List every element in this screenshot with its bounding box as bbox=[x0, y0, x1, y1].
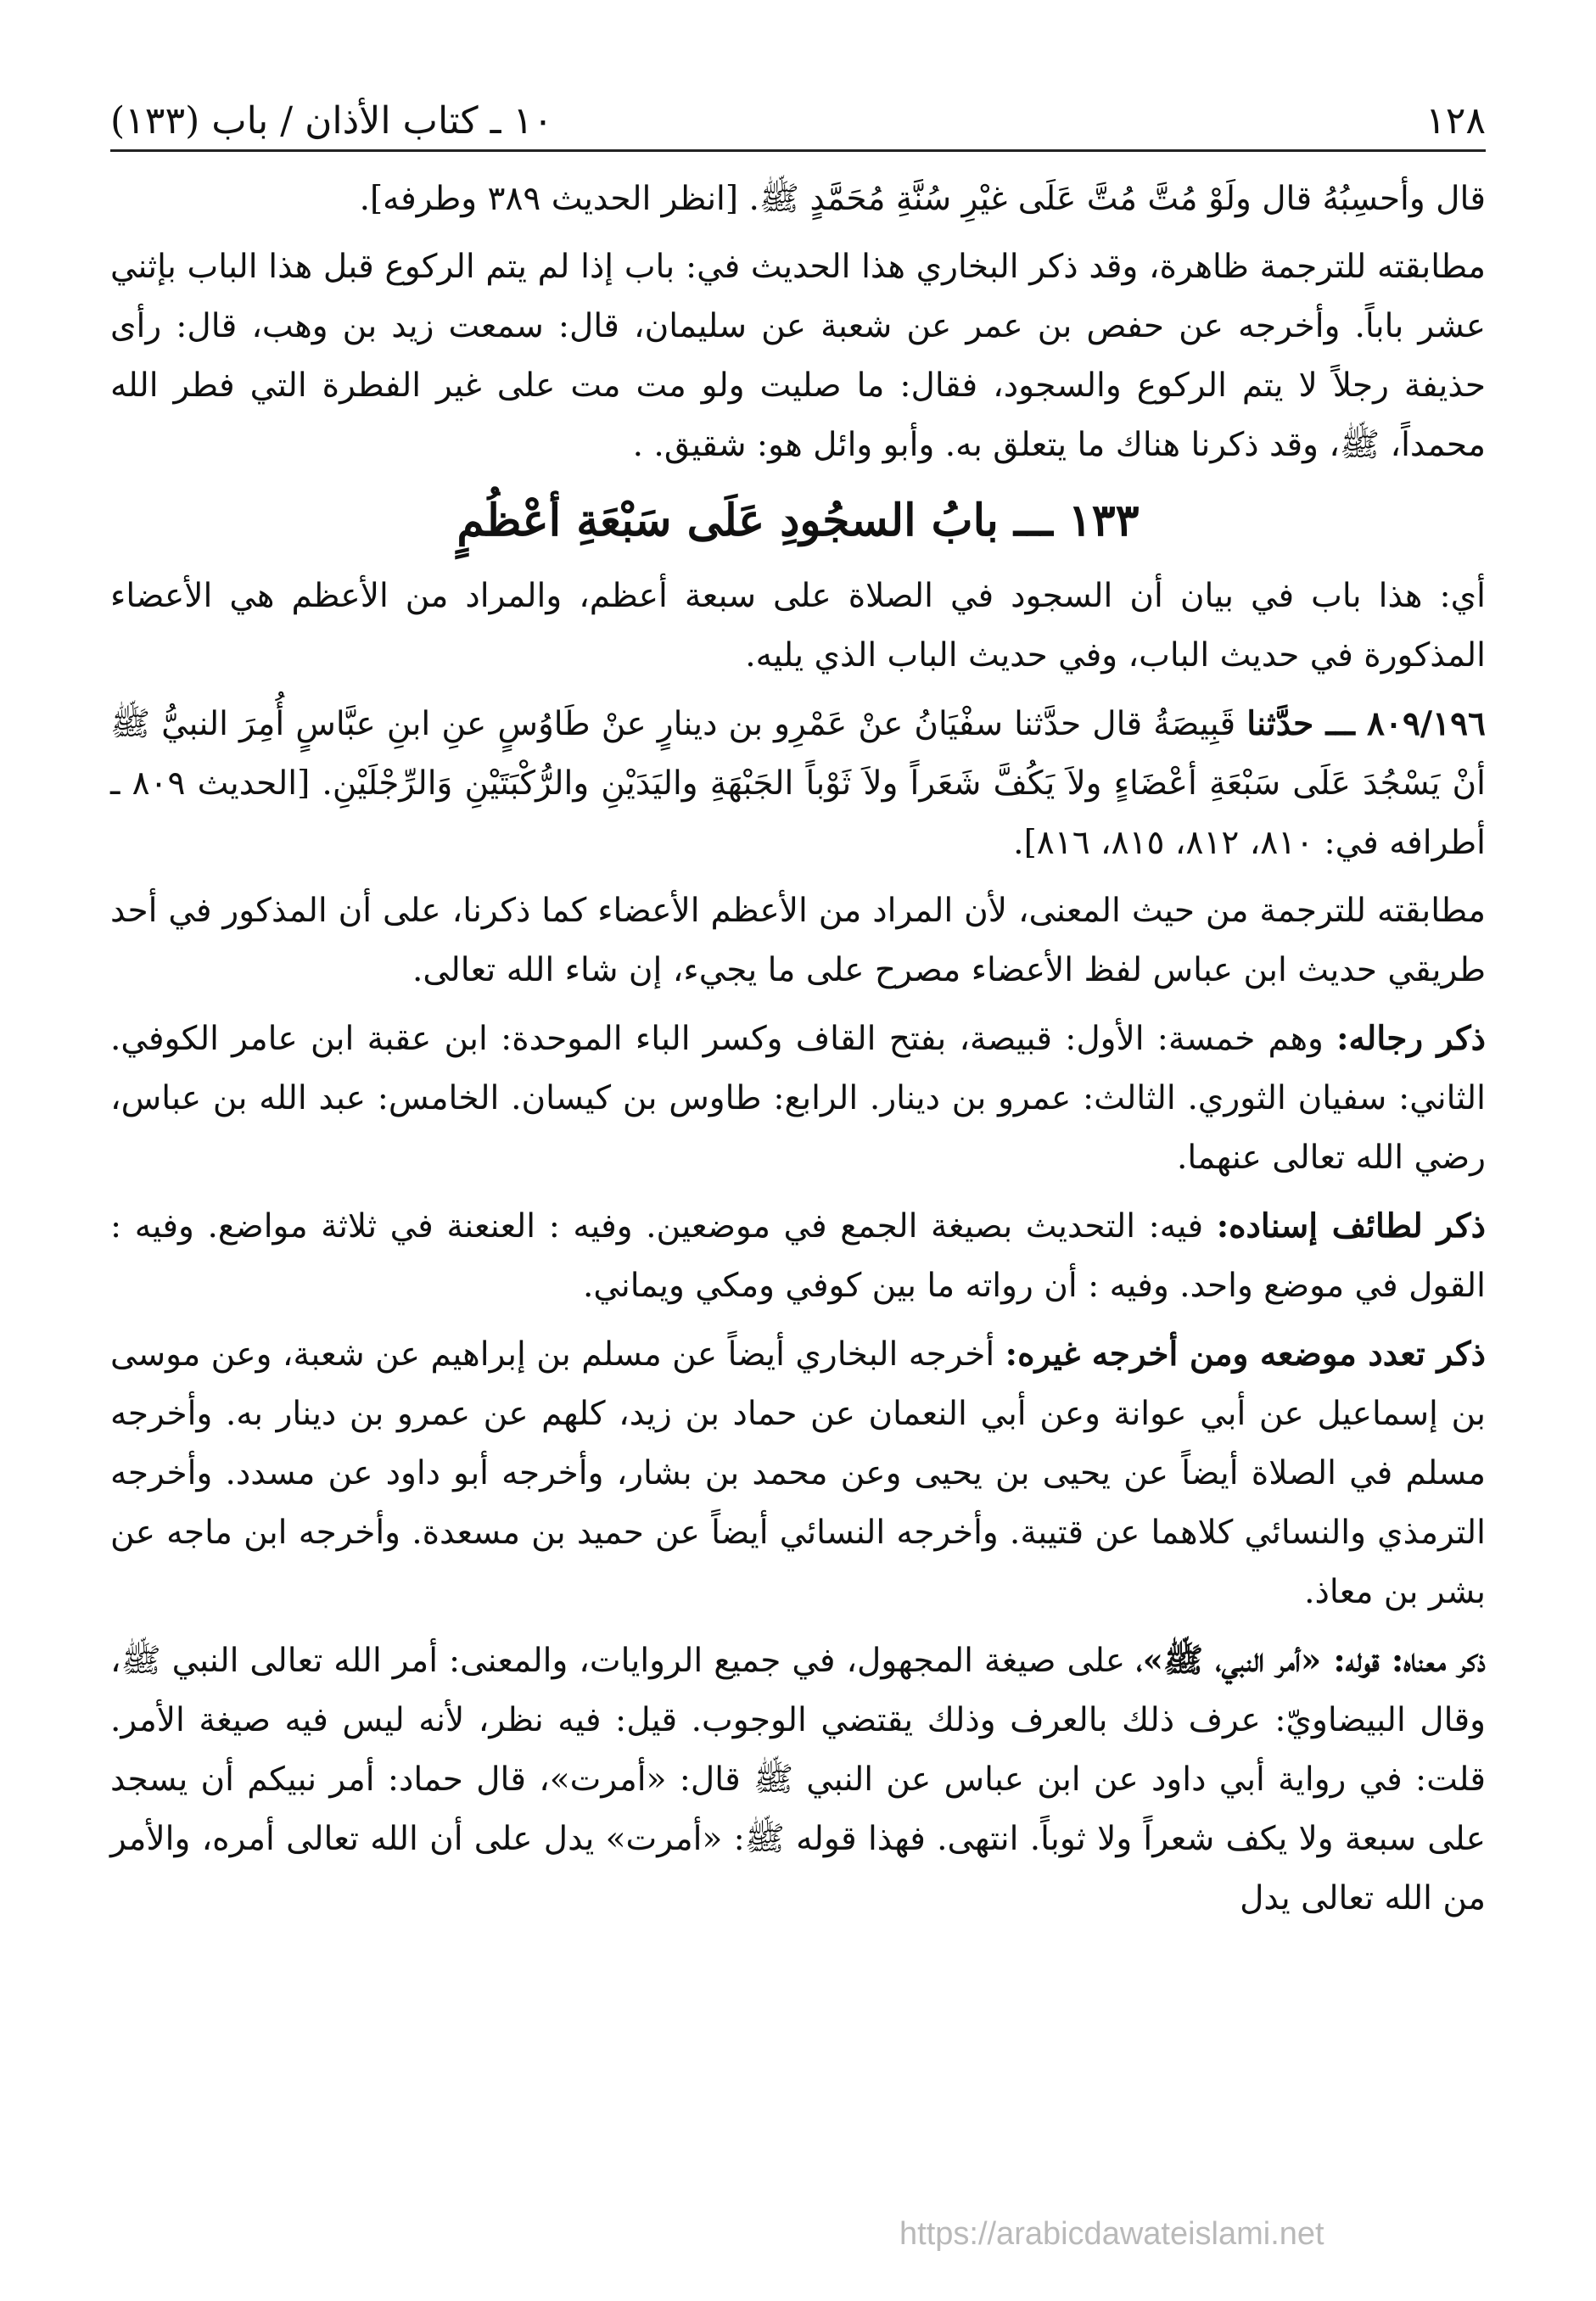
hadith-block bbox=[110, 694, 1486, 873]
page-header bbox=[110, 95, 1486, 146]
sources-label: ذكر تعدد موضعه ومن أخرجه غيره: bbox=[1005, 1335, 1486, 1374]
header-divider bbox=[110, 149, 1486, 152]
narrators-text: وهم خمسة: الأول: قبيصة، بفتح القاف وكسر الباء الموحدة: ابن عقبة ابن عامر الكوفي. الثاني: سفيان الثوري. الثالث: عمرو بن دينار. الرابع: طاوس بن كيسان. الخامس: عبد الله بن عباس، رضي الله تعالى عنهما. bbox=[110, 1020, 1486, 1177]
sources-text: أخرجه البخاري أيضاً عن مسلم بن إبراهيم عن شعبة، وعن موسى بن إسماعيل عن أبي عوانة وعن أبي النعمان عن حماد بن زيد، كلهم عن عمرو بن دينار به. وأخرجه مسلم في الصلاة أيضاً عن يحيى بن يحيى وعن محمد بن بشار، وأخرجه أبو داود عن مسدد. وأخرجه الترمذي والنسائي كلاهما عن قتيبة. وأخرجه النسائي أيضاً عن حميد بن مسعدة. وأخرجه ابن ماجه عن بشر بن معاذ. bbox=[110, 1335, 1486, 1611]
isnad-label: ذكر لطائف إسناده: bbox=[1216, 1206, 1486, 1246]
paragraph-other-sources bbox=[110, 1324, 1486, 1622]
paragraph-meaning bbox=[110, 1631, 1486, 1929]
meaning-text: على صيغة المجهول، في جميع الروايات، والمعنى: أمر الله تعالى النبي ﷺ، وقال البيضاويّ: عرف ذلك بالعرف وذلك يقتضي الوجوب. قيل: فيه نظر، لأنه ليس فيه صيغة الأمر. قلت: في رواية أبي داود عن ابن عباس عن النبي ﷺ قال: «أمرت»، قال حماد: أمر نبيكم أن يسجد على سبعة ولا يكف شعراً ولا ثوباً. انتهى. فهذا قوله ﷺ: «أمرت» يدل على أن الله تعالى أمره، والأمر من الله تعالى يدل bbox=[110, 1642, 1486, 1918]
paragraph-narrators bbox=[110, 1009, 1486, 1188]
narrators-label: ذكر رجاله: bbox=[1336, 1019, 1486, 1058]
paragraph-chapter-intro: أي: هذا باب في بيان أن السجود في الصلاة على سبعة أعظم، والمراد من الأعظم هي الأعضاء المذكورة في حديث الباب، وفي حديث الباب الذي يليه. bbox=[110, 577, 1486, 675]
chapter-heading: ١٣٣ ـــ بابُ السجُودِ عَلَى سَبْعَةِ أعْظُمٍ bbox=[456, 495, 1140, 546]
paragraph-hadith-end: قال وأحسِبُهُ قال ولَوْ مُتَّ مُتَّ عَلَى غيْرِ سُنَّةِ مُحَمَّدٍ ﷺ. [انظر الحديث ٣٨٩ وطرفه]. bbox=[359, 180, 1486, 218]
page-number: ١٢٨ bbox=[1425, 98, 1486, 143]
isnad-text: فيه: التحديث بصيغة الجمع في موضعين. وفيه : العنعنة في ثلاثة مواضع. وفيه : القول في موضع واحد. وفيه : أن رواته ما بين كوفي ومكي ويماني. bbox=[110, 1207, 1486, 1305]
hadith-text: قَبِيصَةُ قال حدَّثنا سفْيَانُ عنْ عَمْرِو بن دينارٍ عنْ طَاوُسٍ عنِ ابنِ عبَّاسٍ أُمِرَ النبيُّ ﷺ أنْ يَسْجُدَ عَلَى سَبْعَةِ أعْضَاءٍ ولاَ يَكُفَّ شَعَراً ولاَ ثَوْباً الجَبْهَةِ واليَدَيْنِ والرُّكْبَتَيْنِ وَالرِّجْلَيْنِ. [الحديث ٨٠٩ ـ أطرافه في: ٨١٠، ٨١٢، ٨١٥، ٨١٦]. bbox=[110, 705, 1486, 862]
paragraph-correspondence: مطابقته للترجمة ظاهرة، وقد ذكر البخاري هذا الحديث في: باب إذا لم يتم الركوع قبل هذا الباب بإثني عشر باباً. وأخرجه عن حفص بن عمر عن شعبة عن سليمان، قال: سمعت زيد بن وهب، قال: رأى حذيفة رجلاً لا يتم الركوع والسجود، فقال: ما صليت ولو مت مت على غير الفطرة التي فطر الله محمداً، ﷺ، وقد ذكرنا هناك ما يتعلق به. وأبو وائل هو: شقيق. . bbox=[110, 248, 1486, 464]
site-watermark: https://arabicdawateislami.net bbox=[899, 2216, 1324, 2252]
hadith-number: ٨٠٩/١٩٦ ـــ حدَّثنا bbox=[1246, 704, 1486, 743]
page-body bbox=[110, 170, 1486, 1937]
paragraph-meaning-correspondence: مطابقته للترجمة من حيث المعنى، لأن المراد من الأعظم الأعضاء كما ذكرنا، على أن المذكور في أحد طريقي حديث ابن عباس لفظ الأعضاء مصرح على ما يجيء، إن شاء الله تعالى. bbox=[110, 892, 1486, 989]
meaning-label: ذكر معناه: قوله: «أمر النبي، ﷺ»، bbox=[1136, 1641, 1486, 1680]
running-title: ١٠ ـ كتاب الأذان / باب (١٣٣) bbox=[110, 98, 553, 143]
paragraph-isnad-subtleties bbox=[110, 1196, 1486, 1316]
